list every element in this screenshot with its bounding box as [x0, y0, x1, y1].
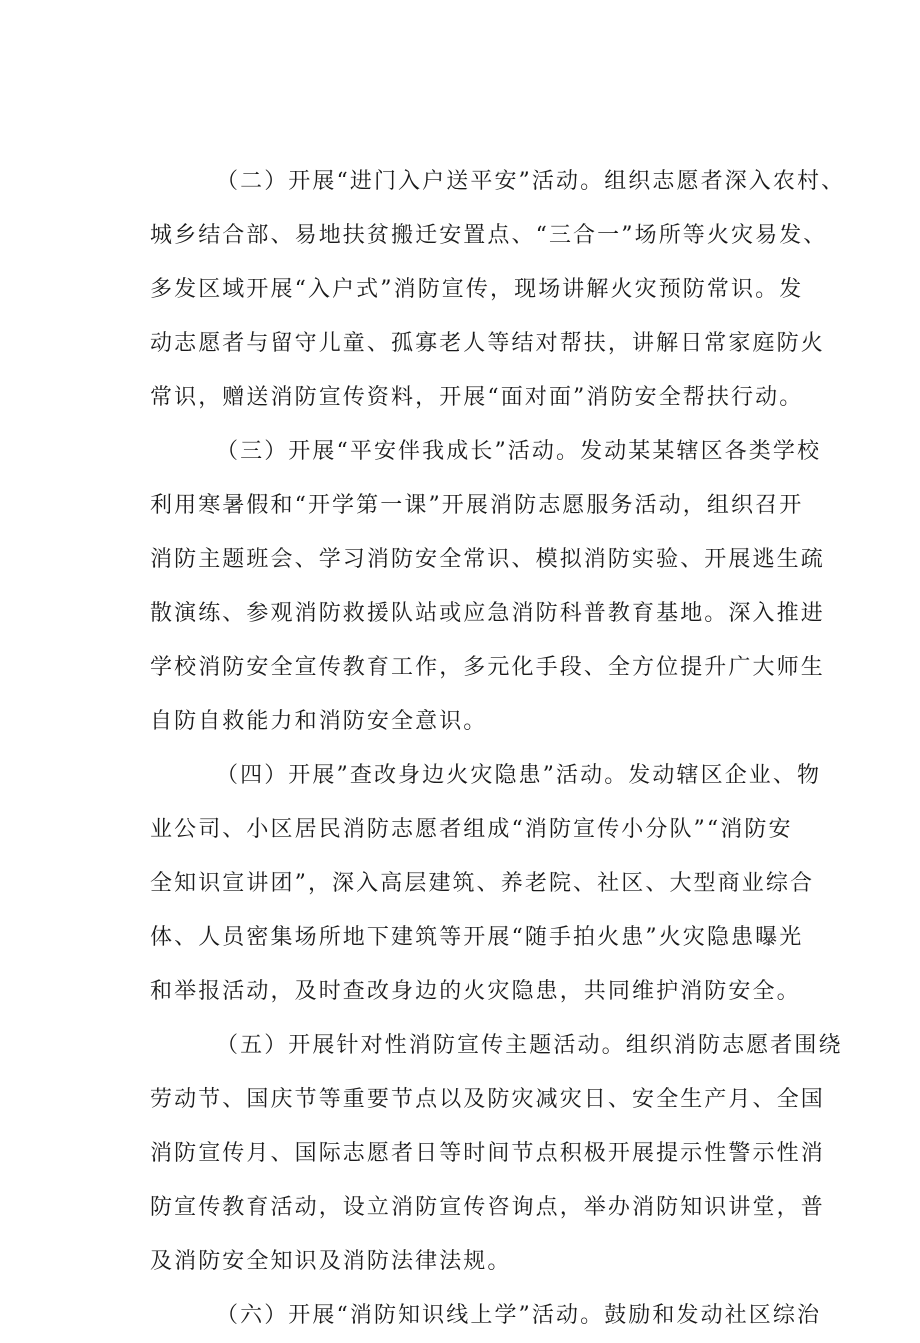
paragraph-6: [150, 1289, 822, 1343]
text-line: （五）开展针对性消防宣传主题活动。组织消防志愿者围绕: [216, 1033, 843, 1058]
text-line: 动志愿者与留守儿童、孤寡老人等结对帮扶，讲解日常家庭防火: [150, 331, 825, 356]
text-line: 散演练、参观消防救援队站或应急消防科普教育基地。深入推进: [150, 601, 825, 626]
text-line: （三）开展“平安伴我成长”活动。发动某某辖区各类学校: [216, 439, 822, 464]
text-line: 全知识宣讲团”，深入高层建筑、养老院、社区、大型商业综合: [150, 871, 815, 896]
text-line: 消防主题班会、学习消防安全常识、模拟消防实验、开展逃生疏: [150, 547, 825, 572]
text-line: 自防自救能力和消防安全意识。: [150, 709, 488, 734]
text-line: 防宣传教育活动，设立消防宣传咨询点，举办消防知识讲堂，普: [150, 1195, 825, 1220]
paragraph-5: [150, 1019, 843, 1289]
text-line: 及消防安全知识及消防法律法规。: [150, 1249, 512, 1274]
paragraph-3: [150, 425, 825, 749]
text-line: 多发区域开展“入户式”消防宣传，现场讲解火灾预防常识。发: [150, 277, 804, 302]
paragraph-4: [150, 749, 822, 1019]
text-line: 常识，赠送消防宣传资料，开展“面对面”消防安全帮扶行动。: [150, 385, 804, 410]
text-line: （六）开展“消防知识线上学”活动。鼓励和发动社区综治: [216, 1303, 822, 1328]
text-line: 利用寒暑假和“开学第一课”开展消防志愿服务活动，组织召开: [150, 493, 804, 518]
text-line: 业公司、小区居民消防志愿者组成“消防宣传小分队”“消防安: [150, 817, 793, 842]
document-body: [150, 155, 846, 1343]
text-line: （二）开展“进门入户送平安”活动。组织志愿者深入农村、: [216, 169, 846, 194]
text-line: 城乡结合部、易地扶贫搬迁安置点、“三合一”场所等火灾易发、: [150, 223, 828, 248]
text-line: （四）开展”查改身边火灾隐患”活动。发动辖区企业、物: [216, 763, 822, 788]
text-line: 劳动节、国庆节等重要节点以及防灾减灾日、安全生产月、全国: [150, 1087, 825, 1112]
paragraph-2: [150, 155, 846, 425]
text-line: 体、人员密集场所地下建筑等开展“随手拍火患”火灾隐患曝光: [150, 925, 804, 950]
text-line: 消防宣传月、国际志愿者日等时间节点积极开展提示性警示性消: [150, 1141, 825, 1166]
text-line: 和举报活动，及时查改身边的火灾隐患，共同维护消防安全。: [150, 979, 801, 1004]
text-line: 学校消防安全宣传教育工作，多元化手段、全方位提升广大师生: [150, 655, 825, 680]
